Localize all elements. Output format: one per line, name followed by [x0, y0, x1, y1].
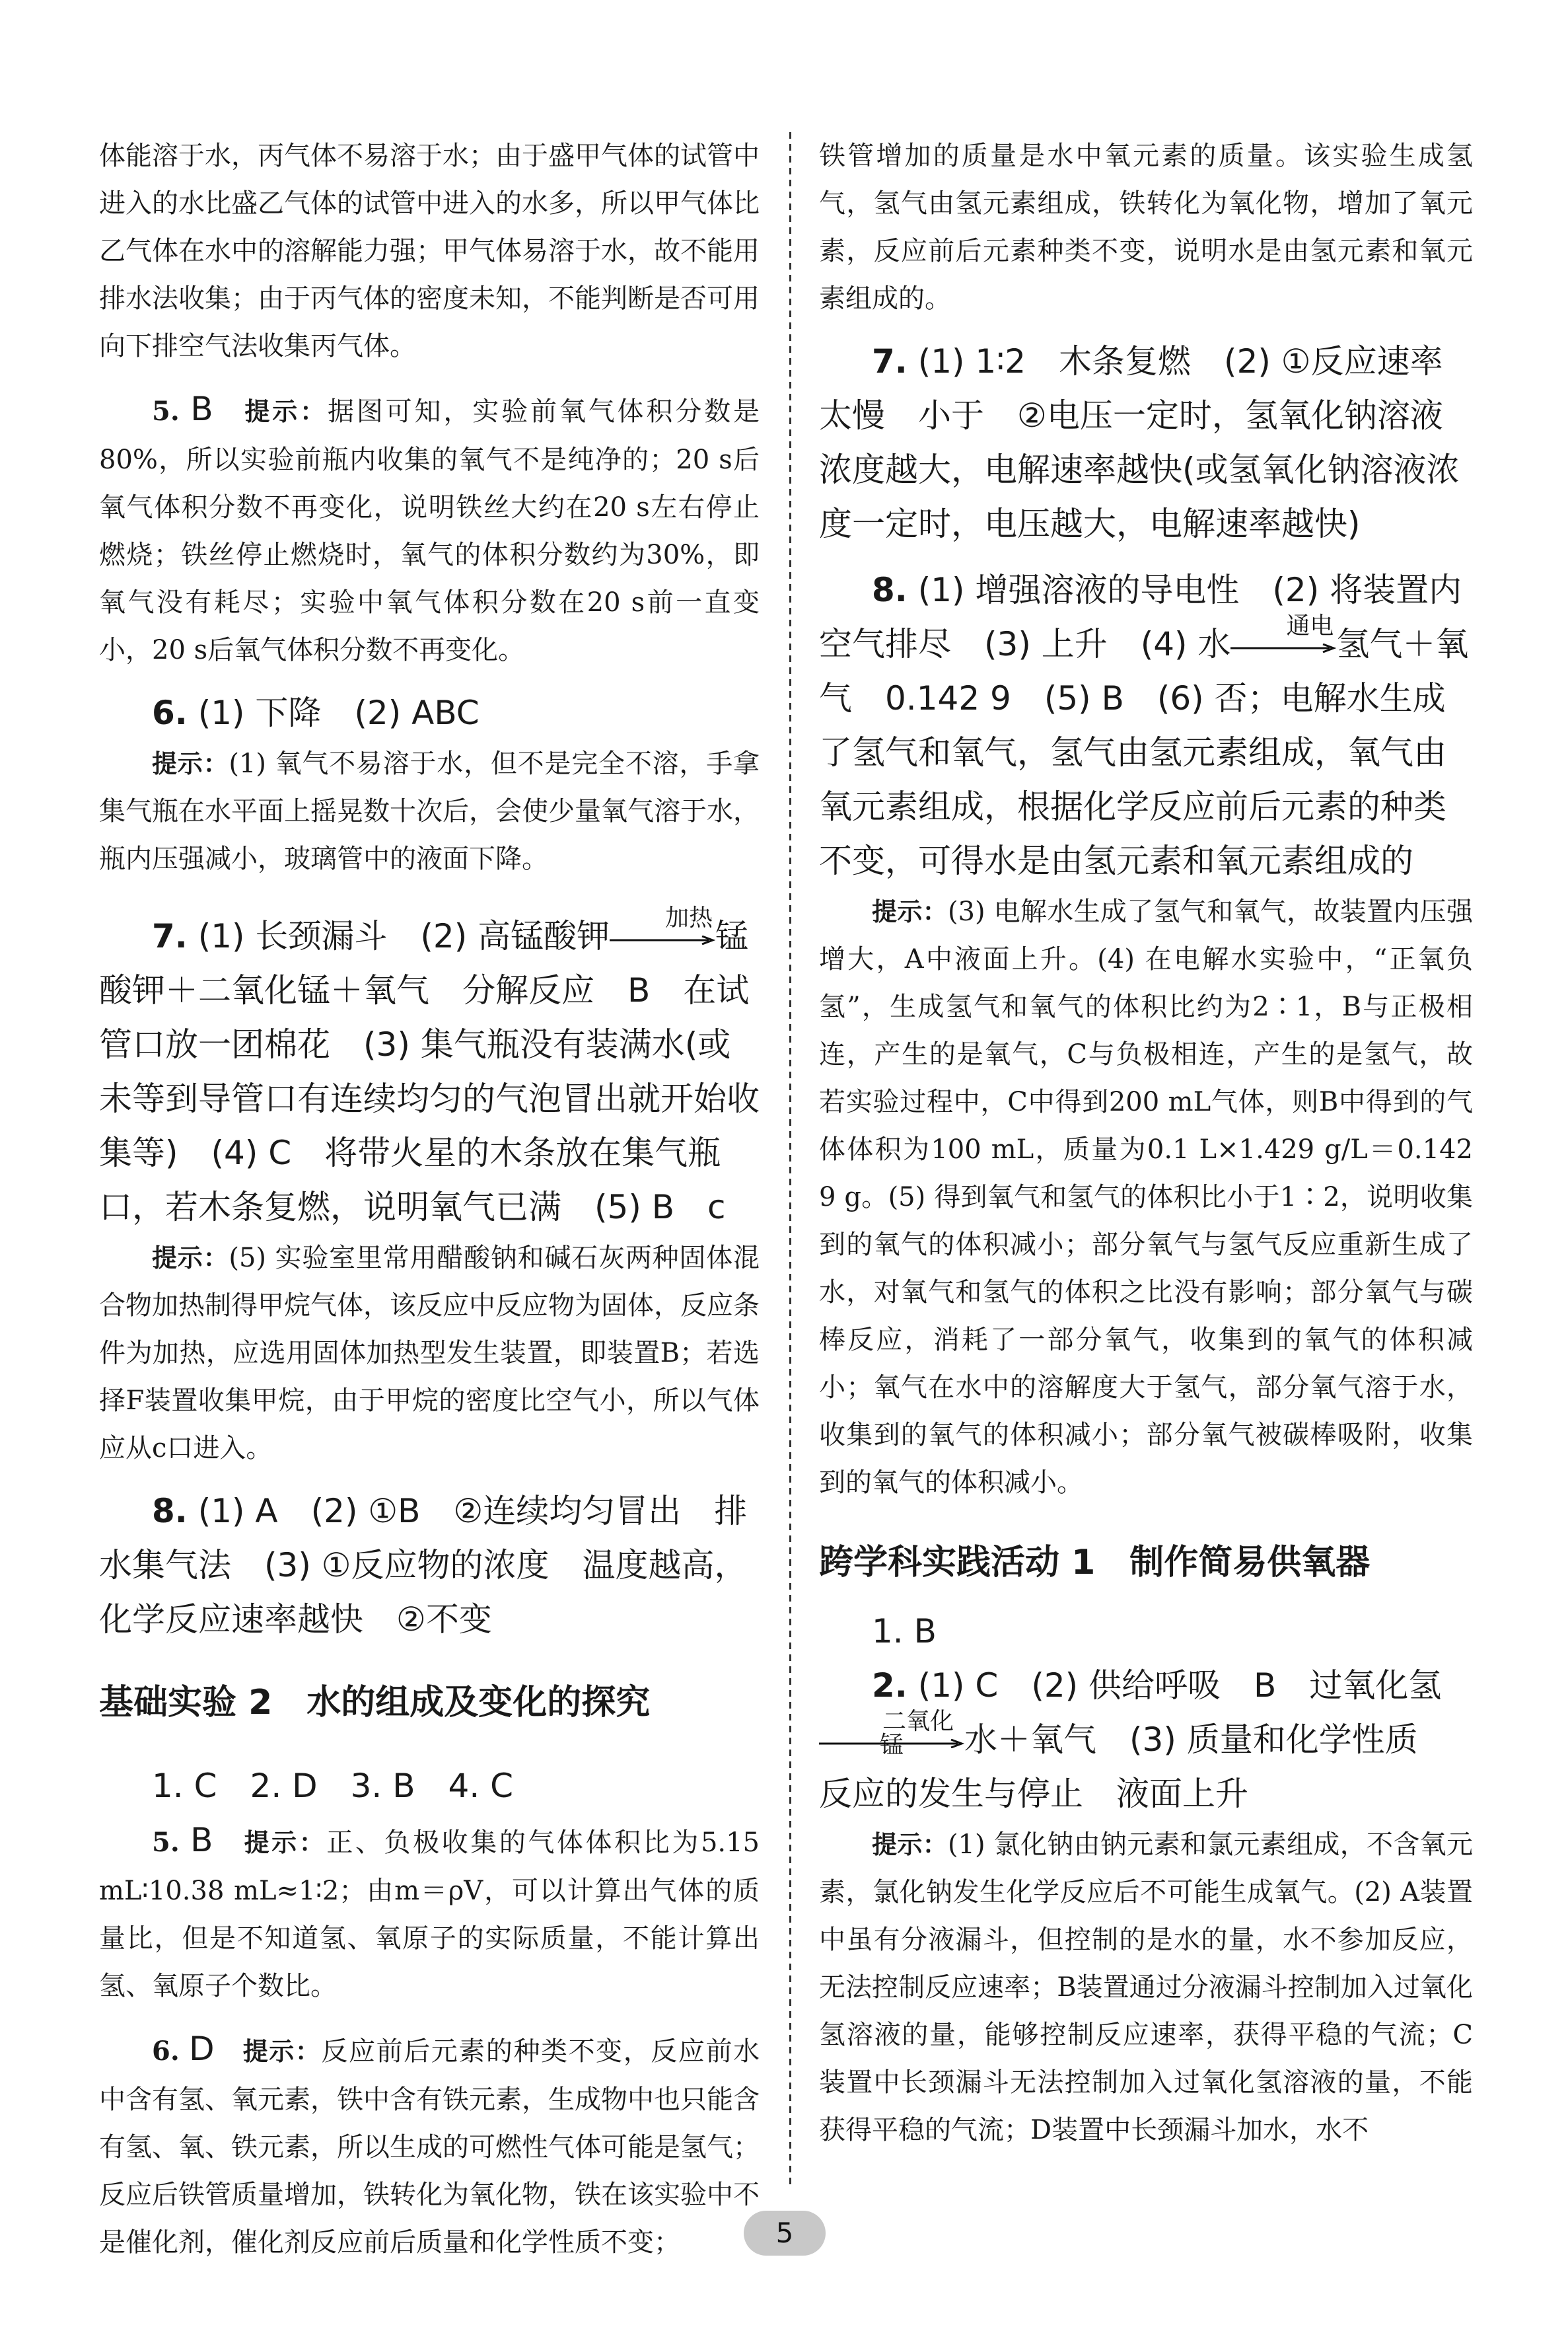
reaction-condition-label: 二氧化锰: [879, 1707, 954, 1759]
arrow-icon: [819, 1739, 964, 1748]
reaction-condition-label: 加热: [665, 904, 713, 932]
answer-7-tip-label: 提示：: [152, 1243, 229, 1273]
answer-5-number: 5.: [152, 396, 180, 427]
answer-s2-5-tip-text: 正、负极收集的气体体积比为5.15 mL∶10.38 mL≈1∶2；由m＝ρV，可以计算出气体的质量比，但是不知道氢、氧原子的实际质量，不能计算出氢、氧原子个数比。: [99, 1827, 760, 2001]
reaction-arrow-catalyst: [819, 1707, 964, 1759]
activity-answer-2-text-a: (1) C (2) 供给呼吸 B 过氧化氢: [917, 1666, 1442, 1705]
page-number: 5: [775, 2217, 794, 2249]
answer-6-tip-label: 提示：: [152, 749, 229, 778]
answer-8: [99, 1484, 760, 1646]
answer-7-text-b: 锰酸钾＋二氧化锰＋氧气 分解反应 B 在试管口放一团棉花 (3) 集气瓶没有装满水(或未等到导管口有连续均匀的气泡冒出就开始收集等) (4) C 将带火星的木条放在集气瓶口，若木条复燃，说明氧气已满 (5) B c: [99, 917, 760, 1226]
answer-8-text: (1) A (2) ①B ②连续均匀冒出 排水集气法 (3) ①反应物的浓度 温度越高，化学反应速率越快 ②不变: [99, 1492, 748, 1639]
activity-answer-1: 1. B: [872, 1612, 937, 1650]
answer-r8-number: 8.: [872, 571, 908, 609]
answer-s2-6-choice: D: [189, 2030, 215, 2068]
answer-7: [99, 904, 760, 1234]
arrow-icon: [1230, 644, 1336, 653]
answer-8-number: 8.: [152, 1492, 188, 1530]
arrow-icon: [610, 936, 715, 945]
section-heading-practice-activity-1: 跨学科实践活动 1 制作简易供氧器: [819, 1543, 1371, 1582]
answer-5-tip-label: 提示：: [244, 397, 328, 426]
answers-1-4: 1. C 2. D 3. B 4. C: [152, 1767, 514, 1805]
answer-r8: [819, 563, 1473, 888]
answer-r8-text-b: 氢气＋氧气 0.142 9 (5) B (6) 否；电解水生成了氢气和氧气，氢气由氢元素组成，氧气由氧元素组成，根据化学反应前后元素的种类不变，可得水是由氢元素和氧元素组成的: [819, 625, 1469, 880]
right-paragraph-continued: 铁管增加的质量是水中氧元素的质量。该实验生成氢气，氢气由氢元素组成，铁转化为氧化物，增加了氧元素，反应前后元素种类不变，说明水是由氢元素和氧元素组成的。: [819, 141, 1473, 314]
activity-answer-2-text-b: 水＋氧气 (3) 质量和化学性质 反应的发生与停止 液面上升: [819, 1720, 1451, 1813]
answer-s2-6-number: 6.: [152, 2036, 180, 2067]
answer-5-choice: B: [190, 390, 213, 428]
activity-answer-2-number: 2.: [872, 1666, 908, 1705]
answer-7-tip: [99, 1234, 760, 1472]
answer-6-tip-text: (1) 氧气不易溶于水，但不是完全不溶，手拿集气瓶在水平面上摇晃数十次后，会使少量氧气溶于水，瓶内压强减小，玻璃管中的液面下降。: [99, 749, 760, 874]
answer-6-text: (1) 下降 (2) ABC: [197, 694, 480, 732]
answer-s2-5-choice: B: [190, 1821, 213, 1859]
reaction-condition-label: 通电: [1286, 612, 1334, 640]
answer-5: [99, 382, 760, 674]
answer-r8-tip-label: 提示：: [872, 897, 948, 926]
reaction-arrow-heating: [610, 904, 715, 949]
answer-s2-5: [99, 1813, 760, 2010]
answer-6: [99, 686, 760, 740]
answer-r8-tip-text: (3) 电解水生成了氢气和氧气，故装置内压强增大，A中液面上升。(4) 在电解水实验中，“正氧负氢”，生成氢气和氧气的体积比约为2∶1，B与正极相连，产生的是氧气，C与负极相连，产生的是氢气，故若实验过程中，C中得到200 mL气体，则B中得到的气体体积为100 mL，质量为0.1 L×1.429 g/L＝0.142 9 g。(5) 得到氧气和氢气的体积比小于1∶2，说明收集到的氧气的体积减小；部分氧气与氢气反应重新生成了水，对氧气和氢气的体积之比没有影响；部分氧气与碳棒反应，消耗了一部分氧气，收集到的氧气的体积减小；氧气在水中的溶解度大于氢气，部分氧气溶于水，收集到的氧气的体积减小；部分氧气被碳棒吸附，收集到的氧气的体积减小。: [819, 897, 1473, 1498]
answer-r7: [819, 334, 1473, 551]
answer-r7-number: 7.: [872, 342, 908, 381]
answer-6-number: 6.: [152, 694, 188, 732]
answer-6-tip: [99, 740, 760, 883]
answer-7-text-a: (1) 长颈漏斗 (2) 高锰酸钾: [197, 917, 610, 955]
activity-answer-2: [819, 1658, 1473, 1821]
answer-r8-text-a: (1) 增强溶液的导电性 (2) 将装置内空气排尽 (3) 上升 (4) 水: [819, 571, 1462, 663]
answer-s2-5-tip-label: 提示：: [244, 1828, 327, 1857]
answer-r8-tip: [819, 888, 1473, 1506]
activity-answer-2-tip-label: 提示：: [872, 1830, 948, 1859]
answer-s2-6-tip-text: 反应前后元素的种类不变，反应前水中含有氢、氧元素，铁中含有铁元素，生成物中也只能含有氢、氧、铁元素，所以生成的可燃性气体可能是氢气；反应后铁管质量增加，铁转化为氧化物，铁在该实验中不是催化剂，催化剂反应前后质量和化学性质不变；: [99, 2036, 760, 2258]
answer-s2-6-tip-label: 提示：: [242, 2037, 322, 2066]
answer-7-tip-text: (5) 实验室里常用醋酸钠和碱石灰两种固体混合物加热制得甲烷气体，该反应中反应物为固体，反应条件为加热，应选用固体加热型发生装置，即装置B；若选择F装置收集甲烷，由于甲烷的密度比空气小，所以气体应从c口进入。: [99, 1243, 760, 1463]
column-divider: [789, 132, 791, 2187]
left-paragraph-continued: 体能溶于水，丙气体不易溶于水；由于盛甲气体的试管中进入的水比盛乙气体的试管中进入的水多，所以甲气体比乙气体在水中的溶解能力强；甲气体易溶于水，故不能用排水法收集；由于丙气体的密度未知，不能判断是否可用向下排空气法收集丙气体。: [99, 141, 760, 361]
answer-5-tip-text: 据图可知，实验前氧气体积分数是80%，所以实验前瓶内收集的氧气不是纯净的；20 s后氧气体积分数不再变化，说明铁丝大约在20 s左右停止燃烧；铁丝停止燃烧时，氧气的体积分数约为30%，即氧气没有耗尽；实验中氧气体积分数在20 s前一直变小，20 s后氧气体积分数不再变化。: [99, 396, 760, 665]
reaction-arrow-electrolysis: [1230, 612, 1336, 657]
answer-s2-6: [99, 2022, 760, 2266]
right-column: [819, 132, 1473, 2154]
answer-7-number: 7.: [152, 917, 188, 955]
activity-answer-2-tip-text: (1) 氯化钠由钠元素和氯元素组成，不含氧元素，氯化钠发生化学反应后不可能生成氧气。(2) A装置中虽有分液漏斗，但控制的是水的量，水不参加反应，无法控制反应速率；B装置通过分液漏斗控制加入过氧化氢溶液的量，能够控制反应速率，获得平稳的气流；C装置中长颈漏斗无法控制加入过氧化氢溶液的量，不能获得平稳的气流；D装置中长颈漏斗加水，水不: [819, 1829, 1473, 2145]
answer-s2-5-number: 5.: [152, 1827, 180, 1858]
section-heading-basic-experiment-2: 基础实验 2 水的组成及变化的探究: [99, 1683, 651, 1722]
answer-r7-text: (1) 1∶2 木条复燃 (2) ①反应速率太慢 小于 ②电压一定时，氢氧化钠溶液浓度越大，电解速率越快(或氢氧化钠溶液浓度一定时，电压越大，电解速率越快): [819, 342, 1460, 543]
activity-answer-2-tip: [819, 1821, 1473, 2154]
left-column: [99, 132, 760, 2266]
page-number-badge: [744, 2211, 826, 2256]
